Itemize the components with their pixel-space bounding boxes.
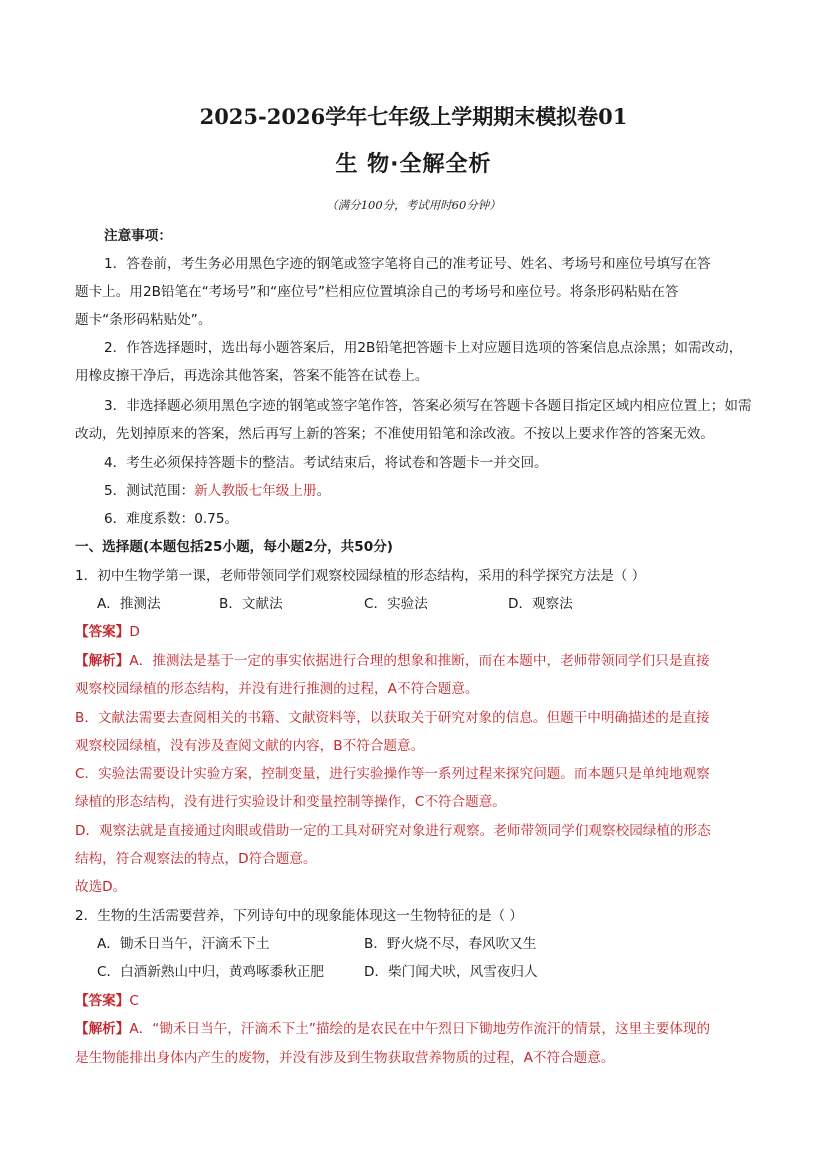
notes-scope <box>104 482 330 500</box>
analysis-line <box>75 1020 710 1038</box>
analysis-line: C．实验法需要设计实验方案，控制变量，进行实验操作等一系列过程来探究问题。而本题只是单纯地观察 <box>75 766 710 782</box>
notes-heading: 注意事项： <box>104 228 172 244</box>
analysis-line: 是生物能排出身体内产生的废物，并没有涉及到生物获取营养物质的过程，A不符合题意。 <box>75 1050 615 1066</box>
analysis-conclusion: 故选D。 <box>75 879 127 895</box>
analysis-line: 结构，符合观察法的特点，D符合题意。 <box>75 851 317 867</box>
answer-value: C <box>129 993 139 1009</box>
analysis-line <box>75 652 710 670</box>
option-a: A．推测法 <box>97 596 161 612</box>
notes-line: 用橡皮擦干净后，再选涂其他答案，答案不能答在试卷上。 <box>75 368 429 384</box>
analysis-line: 绿植的形态结构，没有进行实验设计和变量控制等操作，C不符合题意。 <box>75 794 506 810</box>
analysis-line: D．观察法就是直接通过肉眼或借助一定的工具对研究对象进行观察。老师带领同学们观察校园绿植的形态 <box>75 823 711 839</box>
notes-line: 1．答卷前，考生务必用黑色字迹的钢笔或签字笔将自己的准考证号、姓名、考场号和座位号填写在答 <box>104 256 711 272</box>
notes-line: 改动，先划掉原来的答案，然后再写上新的答案；不准使用铅笔和涂改液。不按以上要求作答的答案无效。 <box>75 426 714 442</box>
page-subtitle: 生 物·全解全析 <box>335 152 492 177</box>
scope-value: 新人教版七年级上册 <box>194 483 317 499</box>
answer-label: 【答案】 <box>75 624 130 640</box>
question-stem: 2．生物的生活需要营养，下列诗句中的现象能体现这一生物特征的是（ ） <box>75 908 523 924</box>
notes-line: 4．考生必须保持答题卡的整洁。考试结束后，将试卷和答题卡一并交回。 <box>104 455 548 471</box>
analysis-label: 【解析】 <box>75 1021 130 1037</box>
option-b: B．文献法 <box>219 596 283 612</box>
analysis-line: 观察校园绿植，没有涉及查阅文献的内容，B不符合题意。 <box>75 738 425 754</box>
answer-line <box>75 992 139 1010</box>
scope-prefix: 5．测试范围： <box>104 483 195 499</box>
notes-line: 题卡“条形码粘贴处”。 <box>75 312 212 328</box>
option-d: D．观察法 <box>508 596 573 612</box>
option-c: C．白酒新熟山中归，黄鸡啄黍秋正肥 <box>97 964 324 980</box>
answer-line <box>75 623 140 641</box>
answer-value: D <box>129 624 140 640</box>
notes-line: 3．非选择题必须用黑色字迹的钢笔或签字笔作答，答案必须写在答题卡各题目指定区域内相应位置上；如需 <box>104 398 752 414</box>
analysis-line: 观察校园绿植的形态结构，并没有进行推测的过程，A不符合题意。 <box>75 681 479 697</box>
page-title: 2025-2026学年七年级上学期期末模拟卷01 <box>199 104 628 129</box>
notes-line: 题卡上。用2B铅笔在“考场号”和“座位号”栏相应位置填涂自己的考场号和座位号。将条形码粘贴在答 <box>75 284 679 300</box>
analysis-text: A．“锄禾日当午，汗滴禾下土”描绘的是农民在中午烈日下锄地劳作流汗的情景，这里主要体现的 <box>129 1021 711 1037</box>
analysis-text: A．推测法是基于一定的事实依据进行合理的想象和推断，而在本题中，老师带领同学们只是直接 <box>129 653 710 669</box>
analysis-line: B．文献法需要去查阅相关的书籍、文献资料等，以获取关于研究对象的信息。但题干中明确描述的是直接 <box>75 710 710 726</box>
exam-info: （满分100分，考试用时60分钟） <box>326 198 501 212</box>
scope-suffix: 。 <box>316 483 331 499</box>
section-heading: 一、选择题(本题包括25小题，每小题2分，共50分) <box>75 539 393 555</box>
option-a: A．锄禾日当午，汗滴禾下土 <box>97 936 270 952</box>
question-stem: 1．初中生物学第一课，老师带领同学们观察校园绿植的形态结构，采用的科学探究方法是（ ） <box>75 568 646 584</box>
analysis-label: 【解析】 <box>75 653 130 669</box>
answer-label: 【答案】 <box>75 993 130 1009</box>
option-b: B．野火烧不尽，春风吹又生 <box>364 936 537 952</box>
option-d: D．柴门闻犬吠，风雪夜归人 <box>364 964 538 980</box>
option-c: C．实验法 <box>364 596 428 612</box>
notes-difficulty: 6．难度系数：0.75。 <box>104 511 239 527</box>
notes-line: 2．作答选择题时，选出每小题答案后，用2B铅笔把答题卡上对应题目选项的答案信息点涂黑；如需改动， <box>104 340 743 356</box>
